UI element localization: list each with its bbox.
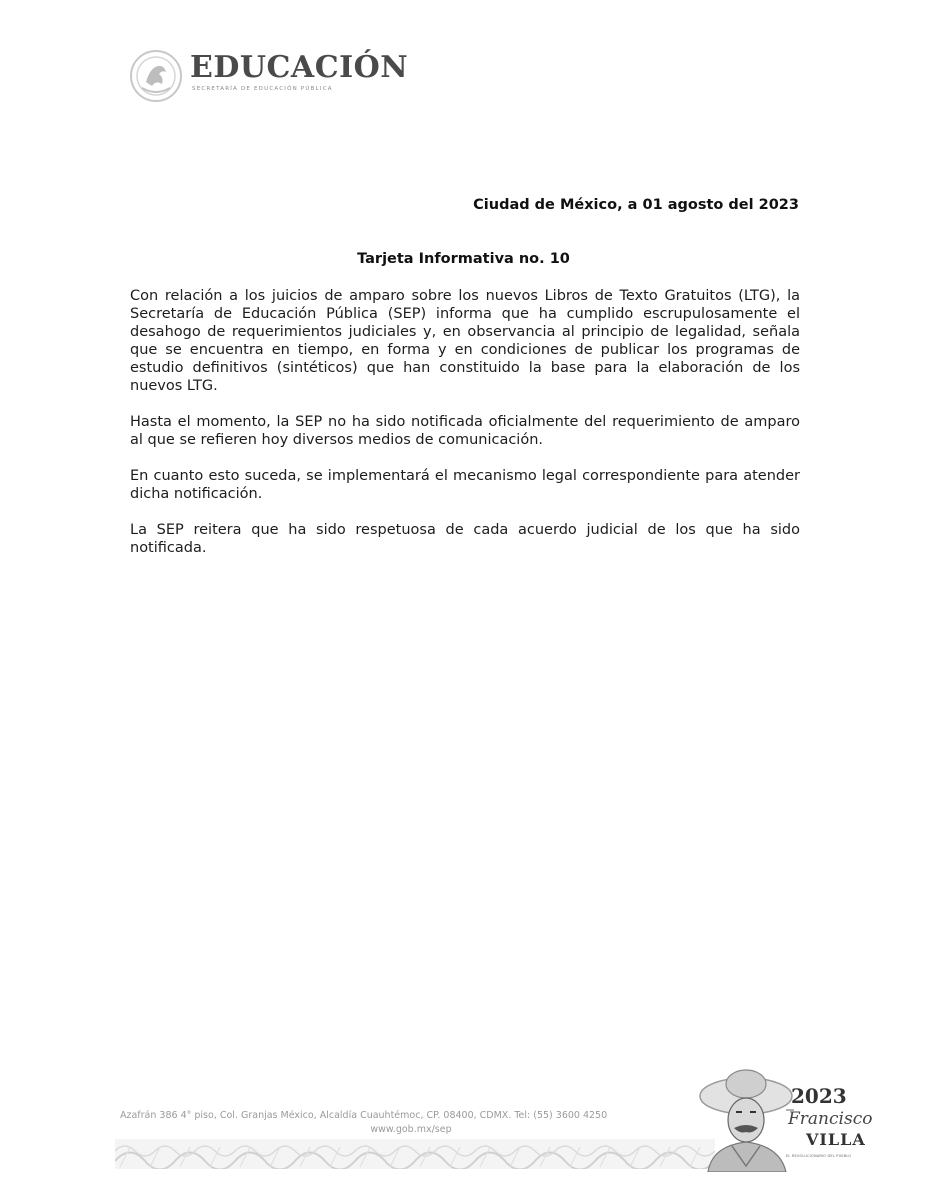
document-title: Tarjeta Informativa no. 10 [357,251,570,267]
date-line: Ciudad de México, a 01 agosto del 2023 [473,197,799,213]
coat-of-arms-icon [128,48,184,104]
paragraph: Hasta el momento, la SEP no ha sido notificada oficialmente del requerimiento de amparo al que se refieren hoy diversos medios de comunicación. [130,414,800,448]
footer-website [120,1124,790,1135]
logo-wordmark: EDUCACIÓN [190,50,409,85]
paragraph: La SEP reitera que ha sido respetuosa de cada acuerdo judicial de los que ha sido notificada. [130,522,800,556]
villa-year: 2023 [791,1084,847,1108]
footer-address: Azafrán 386 4° piso, Col. Granjas México, Alcaldía Cuauhtémoc, CP. 08400, CDMX. Tel: (55) 3600 4250 [120,1110,608,1121]
paragraph: En cuanto esto suceda, se implementará el mecanismo legal correspondiente para atender dicha notificación. [130,468,800,502]
document-body [130,287,800,575]
sep-logo [128,46,428,106]
logo-subtitle: SECRETARÍA DE EDUCACIÓN PÚBLICA [192,86,333,92]
decorative-pattern-band [115,1139,715,1169]
villa-tagline: EL REVOLUCIONARIO DEL PUEBLO [786,1154,852,1158]
website-text: www.gob.mx/sep [370,1124,452,1135]
villa-surname: VILLA [806,1130,866,1149]
villa-name: Francisco [788,1109,873,1129]
paragraph: Con relación a los juicios de amparo sobre los nuevos Libros de Texto Gratuitos (LTG), la Secretaría de Educación Pública (SEP) informa que ha cumplido escrupulosamente el desahogo de requerimientos judiciales y, en observancia al principio de legalidad, señala que se encuentra en tiempo, en forma y en condiciones de publicar los programas de estudio definitivos (sintéticos) que han constituido la base para la elaboración de los nuevos LTG. [130,288,800,394]
